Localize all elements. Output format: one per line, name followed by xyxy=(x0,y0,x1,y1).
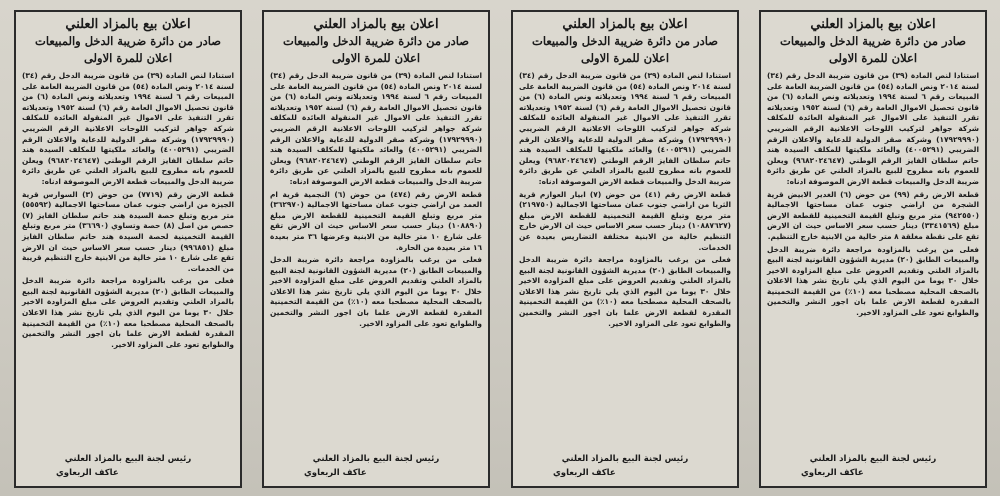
signer-title: رئيس لجنة البيع بالمزاد العلني xyxy=(312,454,440,464)
notice-body xyxy=(519,71,731,329)
signer-name: عاكف الربعاوي xyxy=(801,468,864,478)
notice-title: اعلان بيع بالمزاد العلني xyxy=(313,17,439,32)
auction-notice-2 xyxy=(511,10,739,488)
auction-notice-4 xyxy=(14,10,242,488)
signature-block xyxy=(26,452,230,480)
legal-basis-paragraph: استنادا لنص المادة (٣٩) من قانون ضريبة الدخل رقم (٣٤) لسنة ٢٠١٤ ونص المادة (٥٤) من قانون الضريبة العامة على المبيعات رقم ٦ لسنة ١٩٩٤ وتعديلاته ونص المادة (٦) من قانون تحصيل الاموال العامة رقم (٦) لسنة ١٩٥٢ وتعديلاته تقرر التنفيذ على الاموال غير المنقولة العائدة للمكلف شركة جواهر لتركيب اللوحات الاعلانية الرقم الضريبي (١٧٩٢٩٩٩٠) وشركة صقر الدولية للدعاية والاعلان الرقم الضريبي (٤٠٠٥٢٩١) والعائد ملكيتها للمكلف السيدة هند حاتم سلطان الفايز الرقم الوطني (٩٦٨٢٠٢٤٦٤٧) ويعلن للعموم بانه مطروح للبيع بالمزاد العلني عن طريق دائرة ضريبة الدخل والمبيعات قطعة الارض الموصوفة ادناه: xyxy=(519,71,732,186)
notice-title: اعلان بيع بالمزاد العلني xyxy=(65,17,191,32)
notice-subtitle: صادر من دائرة ضريبة الدخل والمبيعات xyxy=(283,34,469,48)
notice-body xyxy=(767,71,979,319)
notice-round: اعلان للمرة الاولى xyxy=(580,51,670,65)
notice-round: اعلان للمرة الاولى xyxy=(331,51,421,65)
signature-block xyxy=(771,452,975,480)
legal-basis-paragraph: استنادا لنص المادة (٣٩) من قانون ضريبة الدخل رقم (٣٤) لسنة ٢٠١٤ ونص المادة (٥٤) من قانون الضريبة العامة على المبيعات رقم ٦ لسنة ١٩٩٤ وتعديلاته ونص المادة (٦) من قانون تحصيل الاموال العامة رقم (٦) لسنة ١٩٥٢ وتعديلاته تقرر التنفيذ على الاموال غير المنقولة العائدة للمكلف شركة جواهر لتركيب اللوحات الاعلانية الرقم الضريبي (١٧٩٢٩٩٩٠) وشركة صقر الدولية للدعاية والاعلان الرقم الضريبي (٤٠٠٥٢٩١) والعائد ملكيتها للمكلف السيدة هند حاتم سلطان الفايز الرقم الوطني (٩٦٨٢٠٢٤٦٤٧) ويعلن للعموم بانه مطروح للبيع بالمزاد العلني عن طريق دائرة ضريبة الدخل والمبيعات قطعة الارض الموصوفة ادناه: xyxy=(270,71,483,186)
bidding-instructions-paragraph: فعلى من يرغب بالمزاودة مراجعة دائرة ضريبة الدخل والمبيعات الطابق (٢٠) مديرية الشؤون القانونية لجنة البيع بالمزاد العلني وتقديم العروض على مبلغ المزاودة الاخير خلال ٣٠ يوما من اليوم الذي يلي تاريخ نشر هذا الاعلان بالصحف المحلية مصطحبا معه (١٠٪) من القيمة التخمينية المقدرة لقطعة الارض علما بان اجور النشر والتخمين والطوابع تعود على المزاود الاخير. xyxy=(767,244,979,318)
bidding-instructions-paragraph: فعلى من يرغب بالمزاودة مراجعة دائرة ضريبة الدخل والمبيعات الطابق (٢٠) مديرية الشؤون القانونية لجنة البيع بالمزاد العلني وتقديم العروض على مبلغ المزاودة الاخير خلال ٣٠ يوما من اليوم الذي يلي تاريخ نشر هذا الاعلان بالصحف المحلية مصطحبا معه (١٠٪) من القيمة التخمينية المقدرة لقطعة الارض علما بان اجور النشر والتخمين والطوابع تعود على المزاود الاخير. xyxy=(22,276,234,349)
bidding-instructions-paragraph: فعلى من يرغب بالمزاودة مراجعة دائرة ضريبة الدخل والمبيعات الطابق (٢٠) مديرية الشؤون القانونية لجنة البيع بالمزاد العلني وتقديم العروض على مبلغ المزاودة الاخير خلال ٣٠ يوما من اليوم الذي يلي تاريخ نشر هذا الاعلان بالصحف المحلية مصطحبا معه (١٠٪) من القيمة التخمينية المقدرة لقطعة الارض علما بان اجور النشر والتخمين والطوابع تعود على المزاود الاخير. xyxy=(270,255,482,328)
signature-block xyxy=(523,452,727,480)
land-description-paragraph: قطعة الارض رقم (٩٩) من حوض (٦) الغدير الابيض قرية الشجرة من اراضي جنوب عمان مساحتها الاجمالية (٩٤٢٥٥٠) متر مربع وتبلغ القيمة التخمينية للقطعة الارض مبلغ (٣٣٤١٥٦٩) دينار حسب سعر الاساس حيث ان الارض تقع على نقطة مغلقة ٨ متر خالية من الابنية خارج التنظيم. xyxy=(767,189,980,241)
notice-round: اعلان للمرة الاولى xyxy=(828,51,918,65)
bidding-instructions-paragraph: فعلى من يرغب بالمزاودة مراجعة دائرة ضريبة الدخل والمبيعات الطابق (٢٠) مديرية الشؤون القانونية لجنة البيع بالمزاد العلني وتقديم العروض على مبلغ المزاودة الاخير خلال ٣٠ يوما من اليوم الذي يلي تاريخ نشر هذا الاعلان بالصحف المحلية مصطحبا معه (١٠٪) من القيمة التخمينية المقدرة لقطعة الارض علما بان اجور النشر والتخمين والطوابع تعود على المزاود الاخير. xyxy=(519,255,731,328)
signer-name: عاكف الربعاوي xyxy=(56,468,119,478)
legal-basis-paragraph: استنادا لنص المادة (٣٩) من قانون ضريبة الدخل رقم (٣٤) لسنة ٢٠١٤ ونص المادة (٥٤) من قانون الضريبة العامة على المبيعات رقم ٦ لسنة ١٩٩٤ وتعديلاته ونص المادة (٦) من قانون تحصيل الاموال العامة رقم (٦) لسنة ١٩٥٢ وتعديلاته تقرر التنفيذ على الاموال غير المنقولة العائدة للمكلف شركة جواهر لتركيب اللوحات الاعلانية الرقم الضريبي (١٧٩٢٩٩٩٠) وشركة صقر الدولية للدعاية والاعلان الرقم الضريبي (٤٠٠٥٢٩١) والعائد ملكيتها للمكلف السيدة هند حاتم سلطان الفايز الرقم الوطني (٩٦٨٢٠٢٤٦٤٧) ويعلن للعموم بانه مطروح للبيع بالمزاد العلني عن طريق دائرة ضريبة الدخل والمبيعات قطعة الارض الموصوفة ادناه: xyxy=(767,71,980,186)
notice-subtitle: صادر من دائرة ضريبة الدخل والمبيعات xyxy=(780,34,966,48)
signer-name: عاكف الربعاوي xyxy=(304,468,367,478)
notice-body xyxy=(270,71,482,329)
signer-name: عاكف الربعاوي xyxy=(553,468,616,478)
land-description-paragraph: قطعة الارض رقم (٧٧١٩) من حوض (٣) السوارس قرية الجيزة من اراضي جنوب عمان مساحتها الاجمالية (٥٥٥٩٢) متر مربع وتبلغ حصة السيدة هند حاتم سلطان الفايز (٧) حصص من اصل (٨) حصة وتساوي (٣٦٦٩٠) متر مربع وتبلغ القيمة التخمينية لحصة السيدة هند حاتم سلطان الفايز مبلغ (٩٩٦٨٥١) دينار حسب سعر الاساس حيث ان الارض تقع على شارع ١٠ متر خالية من الابنية خارج التنظيم قريبة من الخدمات. xyxy=(22,189,235,273)
notice-title: اعلان بيع بالمزاد العلني xyxy=(810,17,936,32)
notice-subtitle: صادر من دائرة ضريبة الدخل والمبيعات xyxy=(35,34,221,48)
signer-title: رئيس لجنة البيع بالمزاد العلني xyxy=(64,454,192,464)
notice-title: اعلان بيع بالمزاد العلني xyxy=(562,17,688,32)
signer-title: رئيس لجنة البيع بالمزاد العلني xyxy=(809,454,937,464)
land-description-paragraph: قطعة الارض رقم (٤٧٤) من حوض (٦) النجمية قرية ام العمد من اراضي جنوب عمان مساحتها الاجمالية (٣٦٢٩٧٠) متر مربع وتبلغ القيمة التخمينية للقطعة الارض مبلغ (١٠٨٨٩٠) دينار حسب سعر الاساس حيث ان الارض تقع على شارع ١٠ متر خالية من الابنية وعرضها ٣٦ متر بعيدة ١٦ متر بعيدة من الحارة. xyxy=(270,189,482,252)
legal-basis-paragraph: استنادا لنص المادة (٣٩) من قانون ضريبة الدخل رقم (٣٤) لسنة ٢٠١٤ ونص المادة (٥٤) من قانون الضريبة العامة على المبيعات رقم ٦ لسنة ١٩٩٤ وتعديلاته ونص المادة (٦) من قانون تحصيل الاموال العامة رقم (٦) لسنة ١٩٥٢ وتعديلاته تقرر التنفيذ على الاموال غير المنقولة العائدة للمكلف شركة جواهر لتركيب اللوحات الاعلانية الرقم الضريبي (١٧٩٢٩٩٩٠) وشركة صقر الدولية للدعاية والاعلان الرقم الضريبي (٤٠٠٥٢٩١) والعائد ملكيتها للمكلف السيدة هند حاتم سلطان الفايز الرقم الوطني (٩٦٨٢٠٢٤٦٤٧) ويعلن للعموم بانه مطروح للبيع بالمزاد العلني عن طريق دائرة ضريبة الدخل والمبيعات قطعة الارض الموصوفة ادناه: xyxy=(22,71,235,186)
notice-body xyxy=(22,71,234,350)
notice-subtitle: صادر من دائرة ضريبة الدخل والمبيعات xyxy=(532,34,718,48)
auction-notice-1 xyxy=(759,10,987,488)
notice-round: اعلان للمرة الاولى xyxy=(83,51,173,65)
signer-title: رئيس لجنة البيع بالمزاد العلني xyxy=(561,454,689,464)
signature-block xyxy=(274,452,478,480)
auction-notice-3 xyxy=(262,10,490,488)
land-description-paragraph: قطعة الارض رقم (٤١) من حوض (٧) ابيار العوازم قرية الثريا من اراضي جنوب عمان مساحتها الاجمالية (٢١٩٧٥٠) متر مربع وتبلغ القيمة التخمينية للقطعة الارض مبلغ (١٠٨٨٧٦٢٧) دينار حسب سعر الاساس حيث ان الارض خارج التنظيم خالية من الابنية مختلفة التضاريس بعيدة عن الخدمات. xyxy=(519,189,731,252)
